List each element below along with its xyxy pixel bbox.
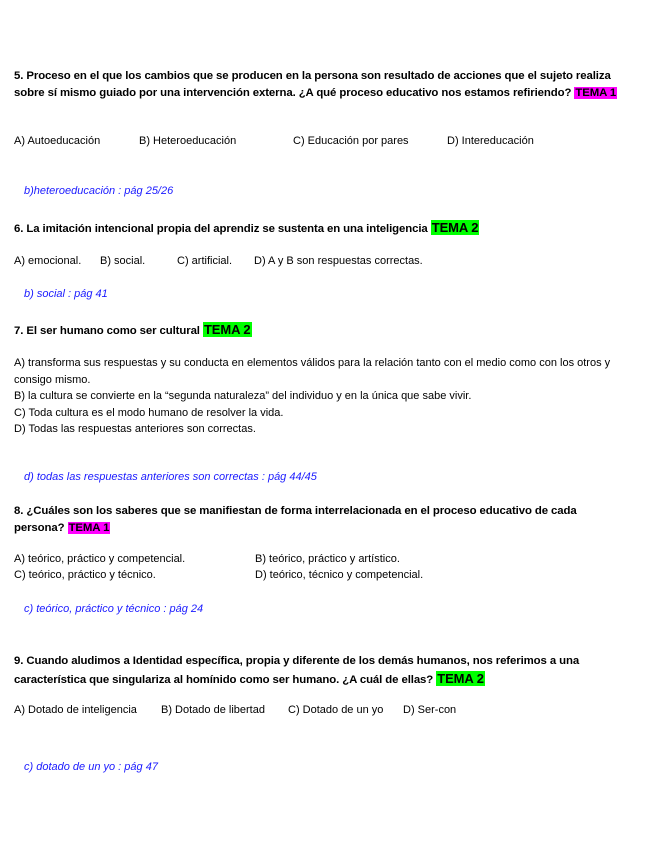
q7-answer: d) todas las respuestas anteriores son correctas : pág 44/45 — [24, 471, 317, 483]
tema-badge: TEMA 2 — [431, 220, 479, 235]
q6-answer: b) social : pág 41 — [24, 288, 108, 300]
q9-option-a: A) Dotado de inteligencia — [14, 704, 137, 716]
q9-answer: c) dotado de un yo : pág 47 — [24, 761, 158, 773]
question-5 — [14, 68, 644, 102]
q7-option-a: A) transforma sus respuestas y su conducta en elementos válidos para la relación tanto con el medio como con los otros y consigo mismo. — [14, 357, 611, 386]
q9-option-b: B) Dotado de libertad — [161, 704, 265, 716]
question-6 — [14, 219, 644, 238]
question-7 — [14, 321, 644, 340]
question-8 — [14, 503, 624, 537]
q9-option-d: D) Ser-con — [403, 704, 457, 716]
q7-option-d: D) Todas las respuestas anteriores son correctas. — [14, 423, 256, 435]
q5-option-c: C) Educación por pares — [293, 135, 409, 147]
q6-option-d: D) A y B son respuestas correctas. — [254, 255, 423, 267]
q8-option-b: B) teórico, práctico y artístico. — [255, 553, 400, 565]
q7-option-c: C) Toda cultura es el modo humano de resolver la vida. — [14, 406, 284, 419]
question-6-text: 6. La imitación intencional propia del aprendiz se sustenta en una inteligencia — [14, 223, 428, 235]
q8-option-c: C) teórico, práctico y técnico. — [14, 569, 156, 581]
tema-badge: TEMA 2 — [437, 671, 484, 686]
tema-badge: TEMA 1 — [68, 522, 110, 534]
q7-option-b: B) la cultura se convierte en la “segunda naturaleza” del individuo y en la única que sabe vivir. — [14, 390, 472, 402]
tema-badge: TEMA 2 — [203, 322, 251, 337]
q6-option-a: A) emocional. — [14, 255, 82, 267]
q5-answer: b)heteroeducación : pág 25/26 — [24, 185, 174, 197]
q6-option-b: B) social. — [100, 255, 146, 267]
question-5-text: 5. Proceso en el que los cambios que se producen en la persona son resultado de acciones que el sujeto realiza sobre sí mismo guiado por una intervención externa. ¿A qué proceso educativo nos estamos refiriendo? — [14, 70, 611, 99]
question-7-text: 7. El ser humano como ser cultural — [14, 325, 200, 337]
tema-badge: TEMA 1 — [575, 87, 617, 99]
q8-answer: c) teórico, práctico y técnico : pág 24 — [24, 603, 204, 615]
q5-option-b: B) Heteroeducación — [139, 135, 237, 147]
q9-option-c: C) Dotado de un yo — [288, 704, 384, 716]
question-8-text: 8. ¿Cuáles son los saberes que se manifiestan de forma interrelacionada en el proceso educativo de cada persona? — [14, 505, 577, 534]
question-9 — [14, 652, 624, 689]
q5-option-a: A) Autoeducación — [14, 135, 101, 147]
q8-option-a: A) teórico, práctico y competencial. — [14, 553, 186, 565]
q8-option-d: D) teórico, técnico y competencial. — [255, 569, 424, 581]
q6-option-c: C) artificial. — [177, 255, 233, 267]
question-9-text: 9. Cuando aludimos a Identidad específica, propia y diferente de los demás humanos, nos referimos a una característica que singulariza al homínido como ser humano. ¿A cuál de ellas? — [14, 655, 580, 686]
q5-option-d: D) Intereducación — [447, 135, 534, 147]
q7-options — [14, 355, 624, 438]
